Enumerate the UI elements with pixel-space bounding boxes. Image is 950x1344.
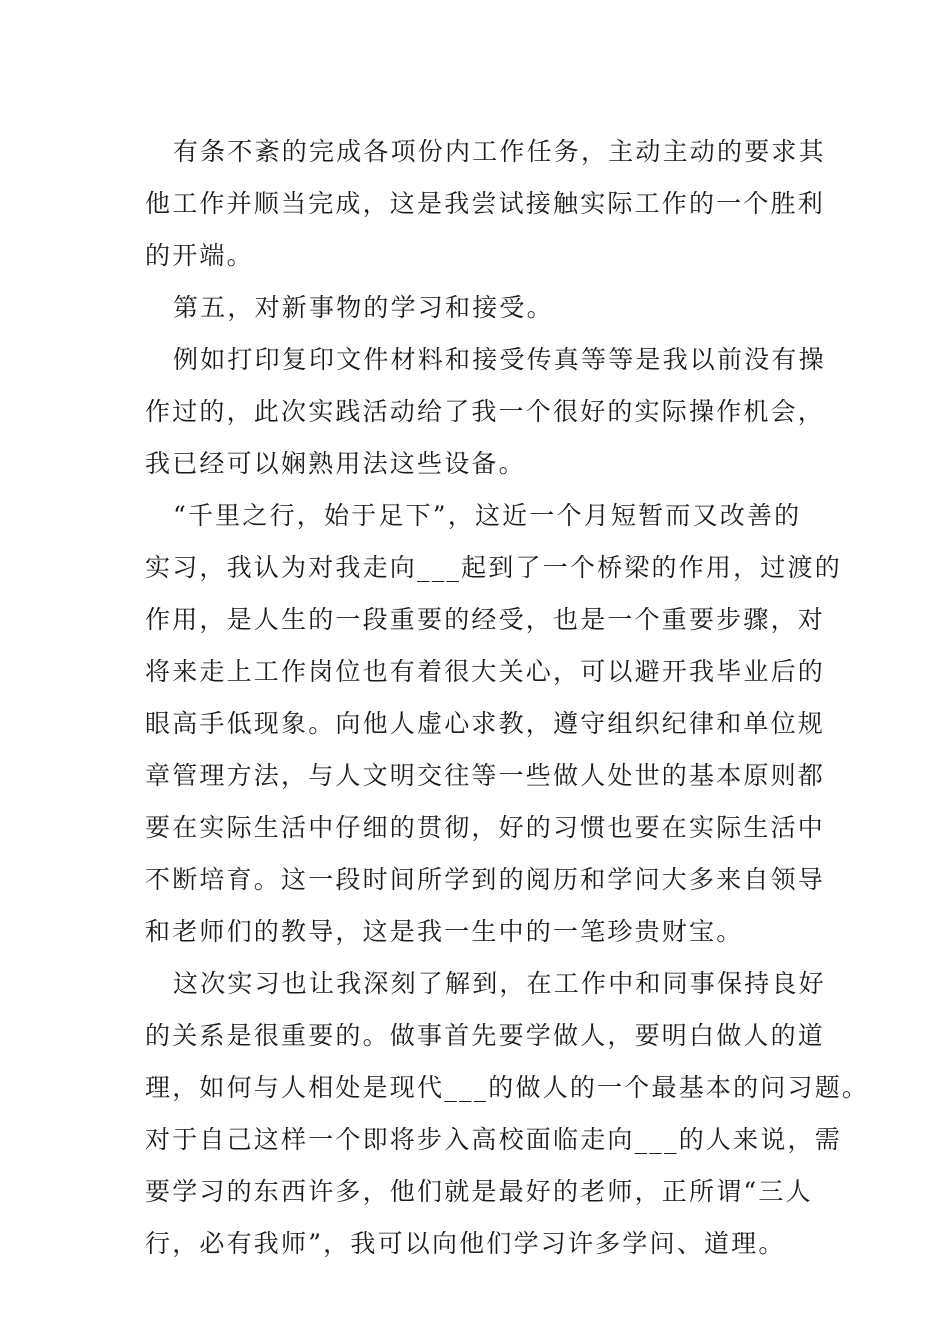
text-line: 的关系是很重要的。做事首先要学做人，要明白做人的道 [145, 1021, 826, 1050]
text-line: 要在实际生活中仔细的贯彻，好的习惯也要在实际生活中 [145, 813, 826, 842]
text-line: 这次实习也让我深刻了解到，在工作中和同事保持良好 [173, 969, 826, 998]
text-line: 对于自己这样一个即将步入高校面临走向___的人来说，需 [145, 1125, 842, 1154]
text-line: 要学习的东西许多，他们就是最好的老师，正所谓“三人 [145, 1177, 813, 1206]
text-line: “千里之行，始于足下”，这近一个月短暂而又改善的 [173, 501, 802, 530]
text-line: 和老师们的教导，这是我一生中的一笔珍贵财宝。 [145, 917, 744, 946]
text-line: 的开端。 [145, 241, 254, 270]
text-line: 眼高手低现象。向他人虚心求教，遵守组织纪律和单位规 [145, 709, 826, 738]
text-line: 将来走上工作岗位也有着很大关心，可以避开我毕业后的 [145, 657, 826, 686]
text-line: 我已经可以娴熟用法这些设备。 [145, 449, 526, 478]
text-line: 行，必有我师”，我可以向他们学习许多学问、道理。 [145, 1229, 786, 1258]
text-line: 实习，我认为对我走向___起到了一个桥梁的作用，过渡的 [145, 553, 842, 582]
text-line: 作用，是人生的一段重要的经受，也是一个重要步骤，对 [145, 605, 826, 634]
text-line: 章管理方法，与人文明交往等一些做人处世的基本原则都 [145, 761, 826, 790]
text-line: 作过的，此次实践活动给了我一个很好的实际操作机会， [145, 397, 826, 426]
text-line: 理，如何与人相处是现代___的做人的一个最基本的问习题。 [145, 1073, 870, 1102]
text-line: 不断培育。这一段时间所学到的阅历和学问大多来自领导 [145, 865, 826, 894]
text-line: 例如打印复印文件材料和接受传真等等是我以前没有操 [173, 345, 826, 374]
text-line: 他工作并顺当完成，这是我尝试接触实际工作的一个胜利 [145, 189, 826, 218]
text-line: 有条不紊的完成各项份内工作任务，主动主动的要求其 [173, 137, 826, 166]
section-heading: 第五，对新事物的学习和接受。 [173, 293, 554, 322]
